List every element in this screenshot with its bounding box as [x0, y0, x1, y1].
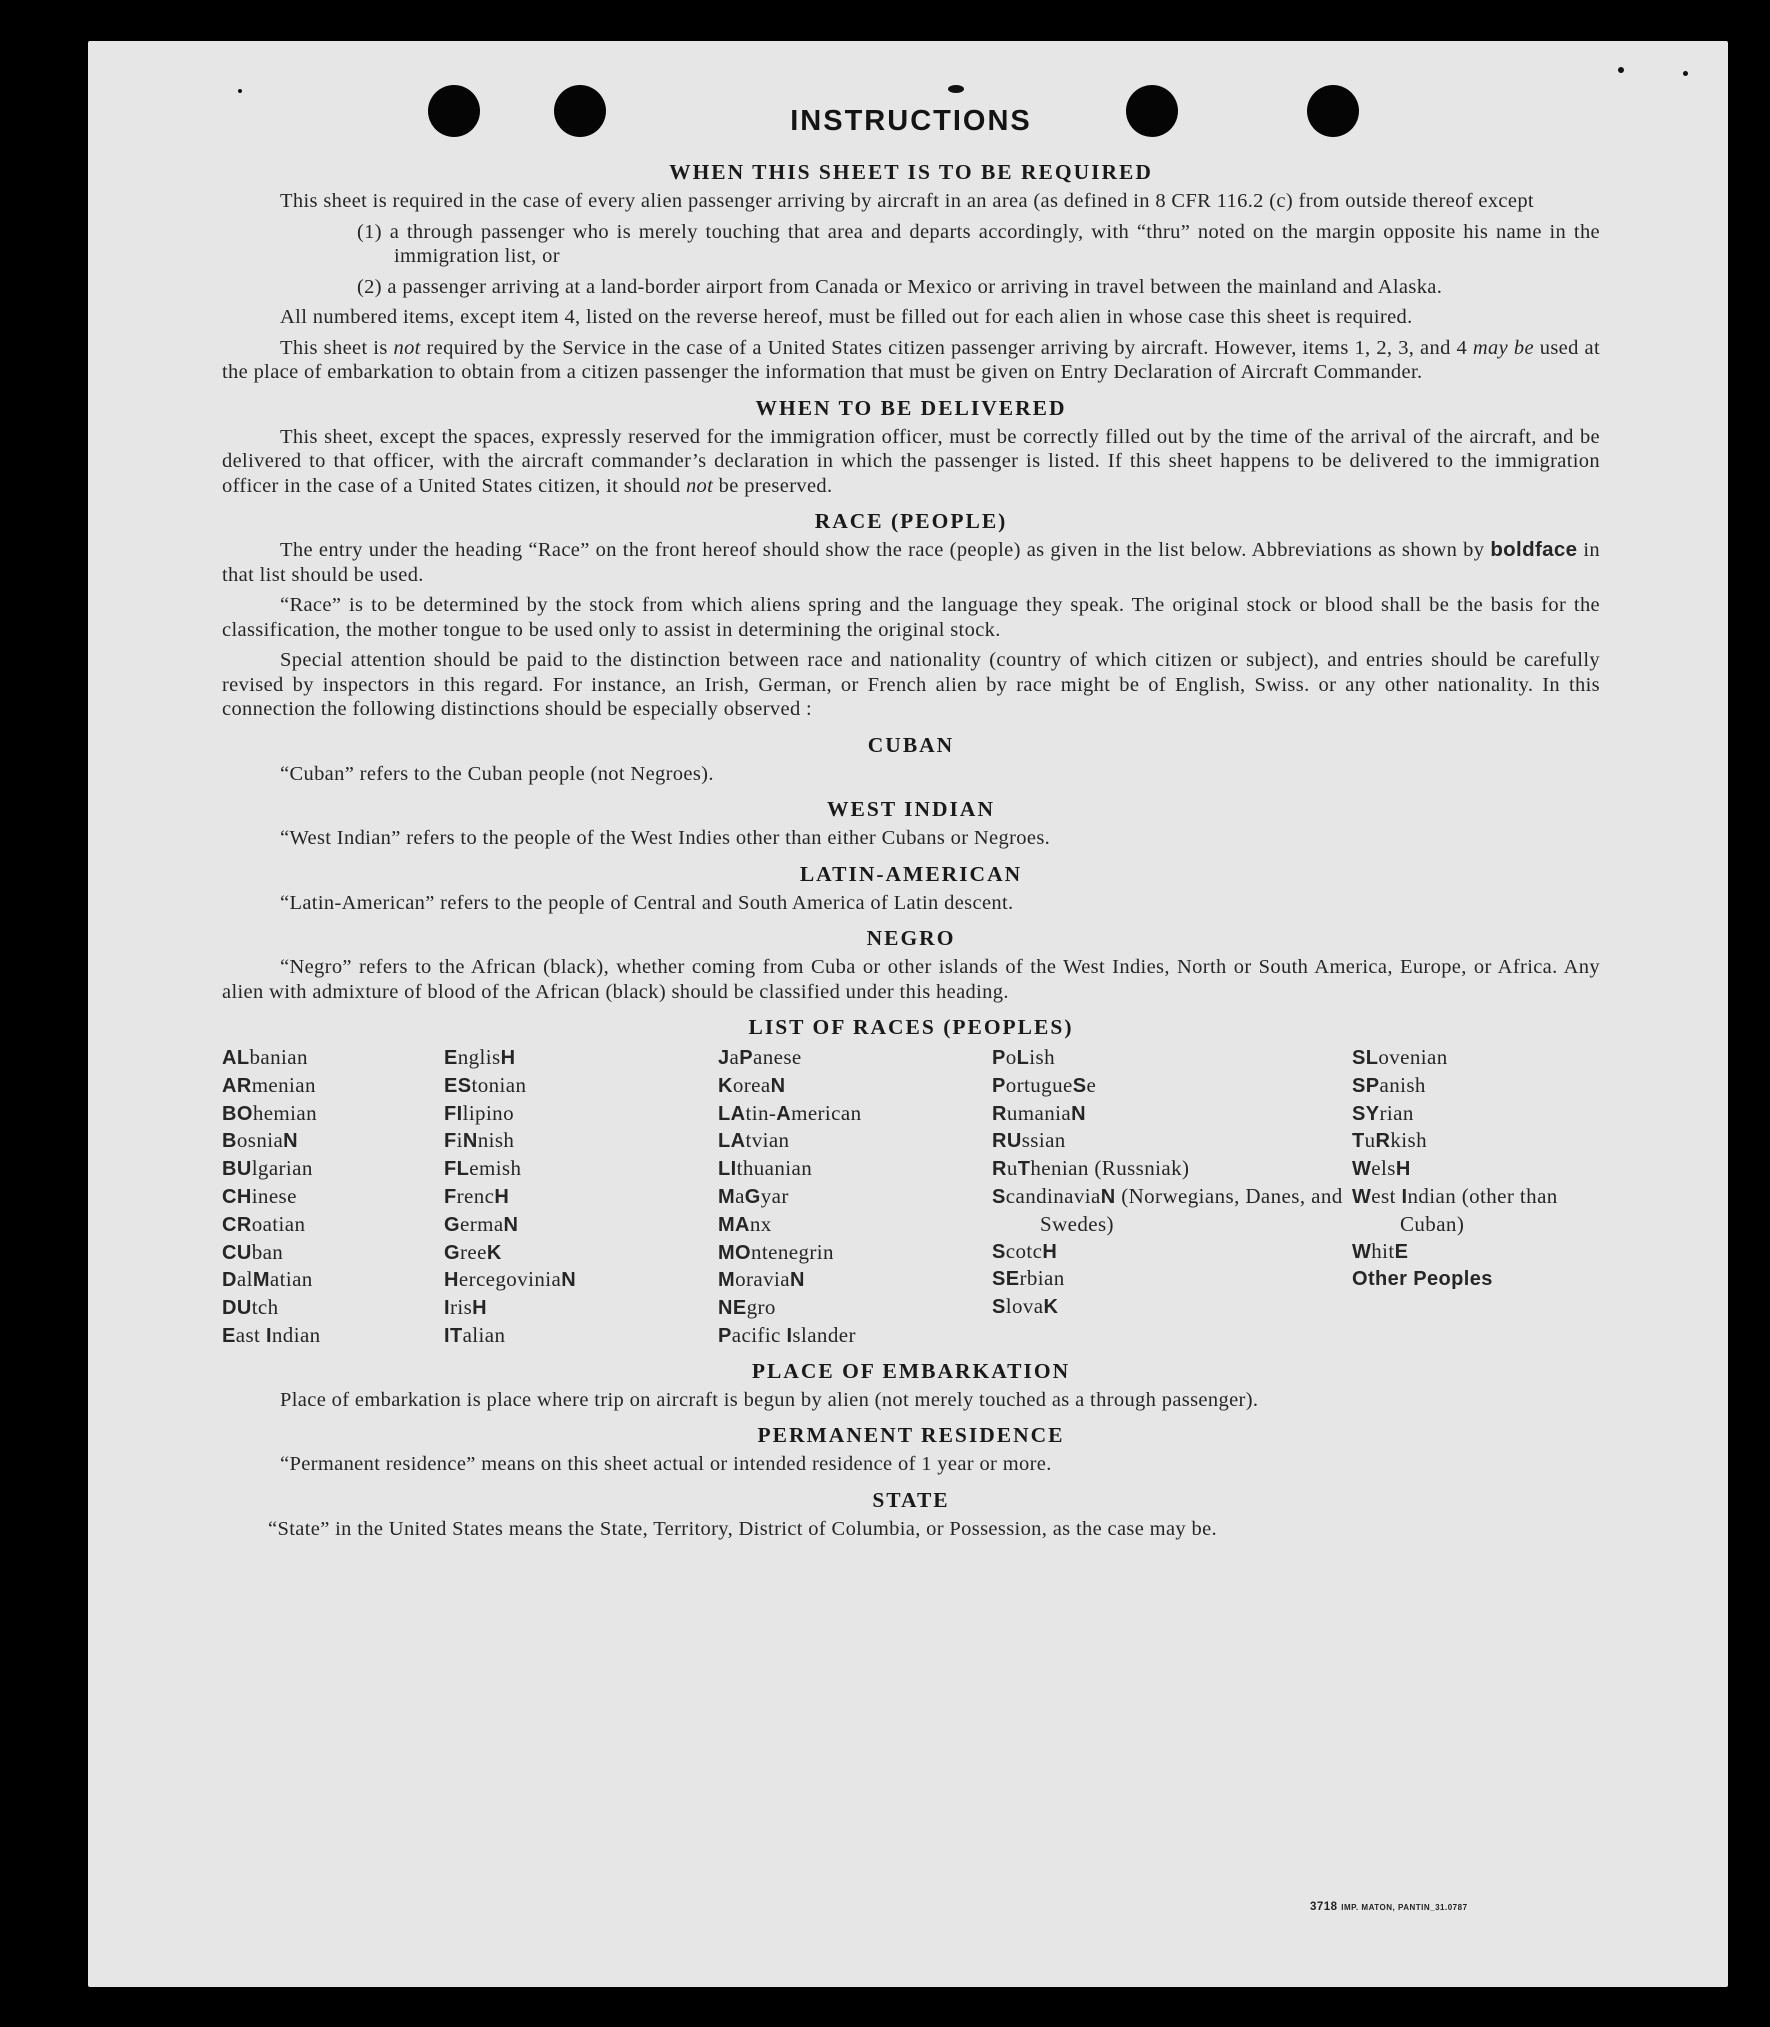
- race-entry: BUlgarian: [222, 1156, 313, 1181]
- state-text: “State” in the United States means the State, Territory, District of Columbia, or Possession, as the case may be.: [268, 1517, 1218, 1540]
- race-entry: WhitE: [1352, 1238, 1409, 1263]
- race-entry: LAtin-American: [718, 1100, 862, 1125]
- race-entry: LIthuanian: [718, 1156, 813, 1181]
- races-list: [222, 1044, 1600, 1350]
- race-entry: WelsH: [1352, 1156, 1411, 1181]
- race-entry: TuRkish: [1352, 1128, 1427, 1153]
- ink-speck: [238, 89, 242, 93]
- when-required-p1: This sheet is required in the case of every alien passenger arriving by aircraft in an area (as defined in 8 CFR 116.2 (c) from outside thereof except: [280, 190, 1534, 212]
- text-run: The entry under the heading “Race” on the front hereof should show the race (people) as given in the list below. Abbreviations as shown by: [280, 539, 1491, 561]
- race-entry: ScandinaviaN (Norwegians, Danes, and Swedes): [992, 1183, 1343, 1236]
- when-delivered-p1: [222, 425, 1600, 499]
- race-entry: MOntenegrin: [718, 1239, 834, 1264]
- negro-heading: NEGRO: [866, 926, 956, 950]
- embarkation-text: Place of embarkation is place where trip on aircraft is begun by alien (not merely touched as a through passenger).: [280, 1388, 1259, 1411]
- race-entry: SLovenian: [1352, 1045, 1448, 1069]
- races-column: [1352, 1044, 1600, 1350]
- race-entry: FrencH: [444, 1183, 510, 1208]
- residence-text: “Permanent residence” means on this sheet actual or intended residence of 1 year or more.: [280, 1453, 1052, 1476]
- text-run: in that list should be used.: [222, 539, 1601, 586]
- text-run: be preserved.: [713, 474, 833, 497]
- cuban-text: “Cuban” refers to the Cuban people (not Negroes).: [280, 762, 714, 785]
- race-entry: CUban: [222, 1239, 284, 1264]
- race-entry: DUtch: [222, 1295, 279, 1320]
- race-entry: EnglisH: [444, 1045, 516, 1069]
- document-sheet: [88, 41, 1728, 1987]
- race-entry: NEgro: [718, 1295, 776, 1320]
- exception-item-1: (1) a through passenger who is merely touching that area and departs accordingly, with “thru” noted on the margin opposite his name in the immigration list, or: [357, 220, 1600, 267]
- races-column: [718, 1044, 992, 1350]
- race-entry: West Indian (other than Cuban): [1352, 1183, 1558, 1236]
- race-entry: Pacific Islander: [718, 1322, 856, 1347]
- race-entry: Other Peoples: [1352, 1268, 1493, 1291]
- race-entry: SErbian: [992, 1266, 1065, 1291]
- race-entry: ITalian: [444, 1322, 506, 1347]
- race-entry: CRoatian: [222, 1211, 306, 1236]
- state-heading: STATE: [872, 1487, 950, 1512]
- form-number: 3718: [1310, 1901, 1338, 1913]
- emphasis-may-be: may be: [1472, 336, 1534, 359]
- emphasis-not: not: [685, 474, 714, 497]
- race-entry: LAtvian: [718, 1128, 790, 1153]
- embarkation-heading: PLACE OF EMBARKATION: [751, 1358, 1071, 1383]
- negro-text: “Negro” refers to the African (black), whether coming from Cuba or other islands of the West Indies, North or South America, Europe, or Africa. Any alien with admixture of blood of the African (black) should be classified under this heading.: [222, 956, 1600, 1003]
- when-required-heading: WHEN THIS SHEET IS TO BE REQUIRED: [669, 160, 1153, 184]
- race-entry: ALbanian: [222, 1045, 308, 1069]
- race-entry: KoreaN: [718, 1072, 786, 1097]
- text-run: This sheet, except the spaces, expressly reserved for the immigration officer, must be correctly filled out by the time of the arrival of the aircraft, and be delivered to that officer, with the aircraft commander’s declaration in which the passenger is listed. If this sheet happens to be delivered to the immigration officer in the case of a United States citizen, it should: [222, 425, 1600, 497]
- races-column: [444, 1044, 718, 1350]
- race-entry: ARmenian: [222, 1072, 316, 1097]
- race-entry: BosniaN: [222, 1128, 299, 1153]
- race-p1: [222, 538, 1600, 587]
- race-entry: PortugueSe: [992, 1072, 1097, 1097]
- race-entry: DalMatian: [222, 1267, 313, 1292]
- latin-american-text: “Latin-American” refers to the people of Central and South America of Latin descent.: [280, 891, 1014, 914]
- race-entry: East Indian: [222, 1322, 321, 1347]
- race-entry: GermaN: [444, 1211, 519, 1236]
- race-entry: GreeK: [444, 1239, 502, 1264]
- races-column: [992, 1044, 1352, 1350]
- text-run: used at the place of embarkation to obtain from a citizen passenger the information that must be given on Entry Declaration of Aircraft Commander.: [222, 336, 1601, 383]
- printer-name: IMP. MATON, PANTIN_31.0787: [1341, 1903, 1468, 1912]
- page-title: INSTRUCTIONS: [790, 105, 1032, 137]
- when-required-p3: [222, 336, 1600, 385]
- race-entry: SlovaK: [992, 1294, 1059, 1319]
- list-of-races-heading: LIST OF RACES (PEOPLES): [748, 1015, 1074, 1039]
- ink-speck: [948, 85, 964, 93]
- race-entry: SPanish: [1352, 1072, 1426, 1097]
- text-run: required by the Service in the case of a United States citizen passenger arriving by aircraft. However, items 1, 2, 3, and 4: [420, 336, 1473, 359]
- race-entry: FiNnish: [444, 1128, 515, 1153]
- west-indian-text: “West Indian” refers to the people of the West Indies other than either Cubans or Negroes.: [280, 827, 1051, 849]
- race-entry: RuThenian (Russniak): [992, 1156, 1190, 1181]
- ink-speck: [1618, 67, 1624, 73]
- text-run: This sheet is: [280, 336, 394, 359]
- ink-speck: [1683, 71, 1688, 76]
- cuban-heading: CUBAN: [867, 732, 955, 757]
- race-entry: EStonian: [444, 1072, 527, 1097]
- when-required-p2: All numbered items, except item 4, listed on the reverse hereof, must be filled out for each alien in whose case this sheet is required.: [280, 306, 1413, 328]
- when-delivered-heading: WHEN TO BE DELIVERED: [755, 395, 1067, 420]
- exception-item-2: (2) a passenger arriving at a land-border airport from Canada or Mexico or arriving in travel between the mainland and Alaska.: [357, 275, 1443, 298]
- text-flow: [222, 155, 1600, 1547]
- race-entry: HercegoviniaN: [444, 1267, 577, 1292]
- race-heading: RACE (PEOPLE): [814, 509, 1008, 533]
- race-entry: ScotcH: [992, 1238, 1058, 1263]
- race-entry: JaPanese: [718, 1045, 802, 1069]
- race-entry: MoraviaN: [718, 1267, 805, 1292]
- race-entry: PoLish: [992, 1045, 1055, 1069]
- race-entry: SYrian: [1352, 1100, 1414, 1125]
- latin-american-heading: LATIN-AMERICAN: [799, 861, 1023, 886]
- race-p2: “Race” is to be determined by the stock from which aliens spring and the language they speak. The original stock or blood shall be the basis for the classification, the mother tongue to be used only to assist in determining the original stock.: [222, 594, 1600, 641]
- races-column: [222, 1044, 444, 1350]
- race-entry: FIlipino: [444, 1100, 514, 1125]
- race-entry: FLemish: [444, 1156, 522, 1181]
- residence-heading: PERMANENT RESIDENCE: [757, 1423, 1065, 1448]
- race-entry: BOhemian: [222, 1100, 318, 1125]
- boldface-word: boldface: [1490, 538, 1578, 561]
- race-entry: MAnx: [718, 1211, 772, 1236]
- race-entry: RumaniaN: [992, 1100, 1086, 1125]
- race-entry: RUssian: [992, 1128, 1066, 1153]
- printer-imprint: [1310, 1901, 1468, 1913]
- race-entry: CHinese: [222, 1183, 297, 1208]
- race-entry: MaGyar: [718, 1183, 789, 1208]
- west-indian-heading: WEST INDIAN: [827, 797, 995, 821]
- race-entry: IrisH: [444, 1295, 488, 1320]
- emphasis-not: not: [393, 336, 421, 359]
- race-p3: Special attention should be paid to the distinction between race and nationality (country of which citizen or subject), and entries should be carefully revised by inspectors in this regard. For instance, an Irish, German, or French alien by race might be of English, Swiss. or any other nationality. In this connection the following distinctions should be especially observed :: [222, 649, 1600, 720]
